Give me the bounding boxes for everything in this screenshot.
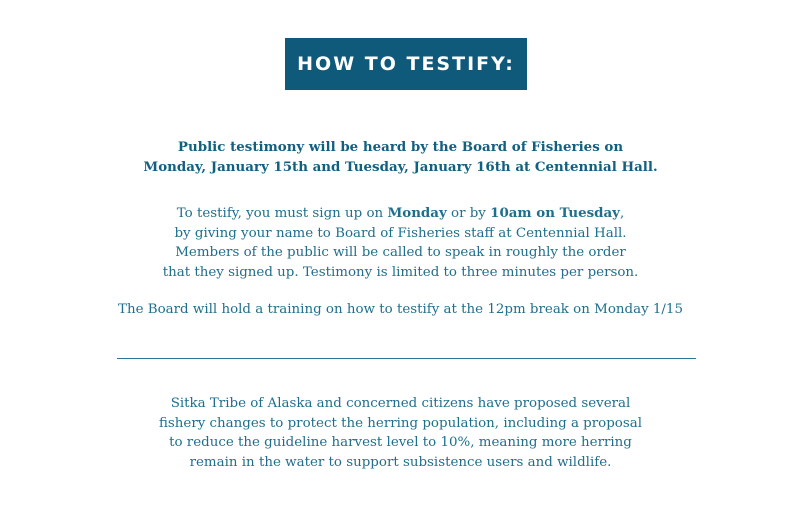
training-notice <box>0 300 801 320</box>
instructions-line: Members of the public will be called to speak in roughly the order <box>175 245 626 261</box>
emphasis-monday: Monday <box>387 205 447 221</box>
instructions-line <box>0 204 801 224</box>
banner-title: HOW TO TESTIFY: <box>297 53 515 75</box>
closing-line: remain in the water to support subsistence users and wildlife. <box>189 454 612 470</box>
instructions-text: , <box>619 206 625 221</box>
instructions-line: by giving your name to Board of Fisheries staff at Centennial Hall. <box>174 225 627 241</box>
intro-paragraph <box>0 138 801 177</box>
closing-line: to reduce the guideline harvest level to 10%, meaning more herring <box>169 435 632 451</box>
closing-paragraph <box>0 394 801 472</box>
intro-line: Public testimony will be heard by the Board of Fisheries on <box>177 139 624 155</box>
instructions-paragraph <box>0 204 801 282</box>
title-banner <box>285 38 527 90</box>
closing-line: fishery changes to protect the herring population, including a proposal <box>158 415 642 431</box>
instructions-text: To testify, you must sign up on <box>176 206 388 221</box>
section-divider <box>117 358 696 359</box>
instructions-text: or by <box>446 206 491 221</box>
training-line: The Board will hold a training on how to testify at the 12pm break on Monday 1/15 <box>118 302 683 317</box>
intro-line: Monday, January 15th and Tuesday, January 16th at Centennial Hall. <box>143 158 658 175</box>
emphasis-tuesday: 10am on Tuesday <box>490 205 620 221</box>
closing-line: Sitka Tribe of Alaska and concerned citizens have proposed several <box>170 396 631 411</box>
instructions-line: that they signed up. Testimony is limited to three minutes per person. <box>162 264 639 280</box>
